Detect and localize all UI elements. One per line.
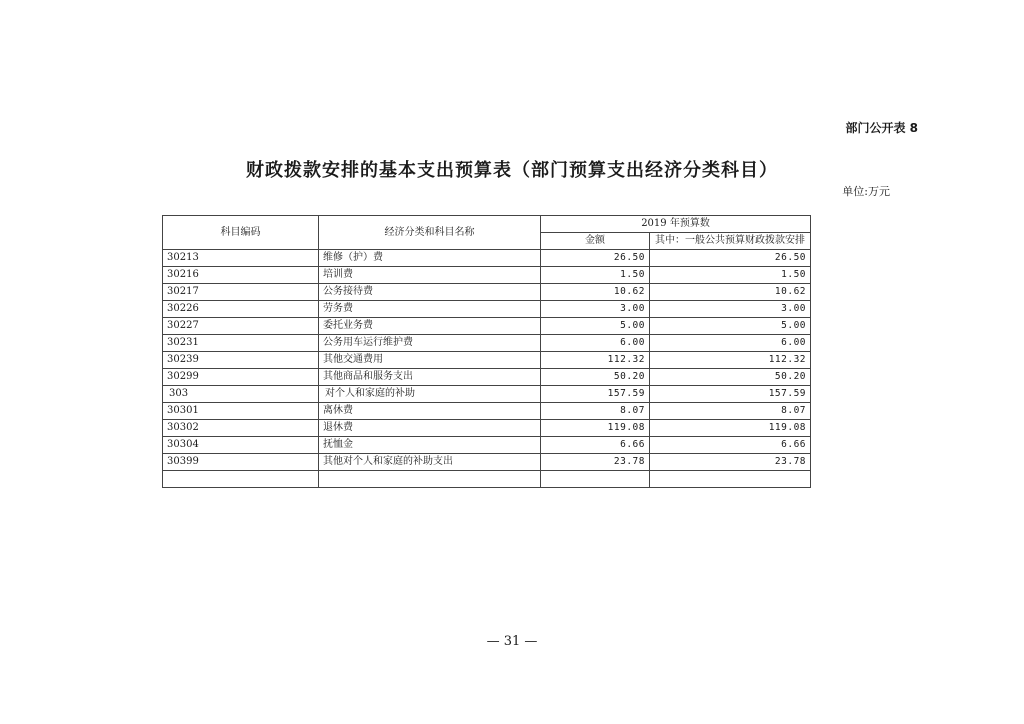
row-general-cell: 157.59	[650, 386, 811, 403]
row-general-cell: 6.00	[650, 335, 811, 352]
row-code-cell: 30226	[163, 301, 319, 318]
table-row	[163, 454, 811, 471]
table-row	[163, 284, 811, 301]
row-amount-cell: 8.07	[541, 403, 650, 420]
row-amount-cell: 1.50	[541, 267, 650, 284]
row-code-cell: 30216	[163, 267, 319, 284]
row-name-cell: 劳务费	[319, 301, 541, 318]
row-code-cell: 30239	[163, 352, 319, 369]
table-row	[163, 318, 811, 335]
table-row	[163, 437, 811, 454]
column-header-code: 科目编码	[163, 216, 319, 250]
row-general-cell: 50.20	[650, 369, 811, 386]
row-amount-cell: 119.08	[541, 420, 650, 437]
page-tag: 部门公开表 8	[845, 121, 918, 135]
table-cell	[163, 471, 319, 488]
row-name-cell: 维修（护）费	[319, 250, 541, 267]
table-row	[163, 352, 811, 369]
row-code-cell: 303	[163, 386, 319, 403]
row-general-cell: 119.08	[650, 420, 811, 437]
row-amount-cell: 50.20	[541, 369, 650, 386]
page-title: 财政拨款安排的基本支出预算表（部门预算支出经济分类科目）	[246, 160, 778, 181]
table-header	[163, 216, 811, 250]
row-general-cell: 3.00	[650, 301, 811, 318]
row-general-cell: 23.78	[650, 454, 811, 471]
row-amount-cell: 112.32	[541, 352, 650, 369]
column-header-amount: 金额	[541, 233, 650, 250]
table-row-blank	[163, 471, 811, 488]
table-cell	[319, 471, 541, 488]
row-general-cell: 1.50	[650, 267, 811, 284]
row-name-cell: 培训费	[319, 267, 541, 284]
table-row	[163, 420, 811, 437]
unit-label: 单位:万元	[842, 185, 890, 198]
column-header-general: 其中：一般公共预算财政拨款安排	[650, 233, 811, 250]
page-number: — 31 —	[486, 634, 538, 649]
row-amount-cell: 23.78	[541, 454, 650, 471]
table-cell	[650, 471, 811, 488]
table-cell	[541, 471, 650, 488]
row-code-cell: 30231	[163, 335, 319, 352]
row-general-cell: 10.62	[650, 284, 811, 301]
row-name-cell: 其他商品和服务支出	[319, 369, 541, 386]
column-header-year-group: 2019 年预算数	[541, 216, 811, 233]
table-row	[163, 335, 811, 352]
row-amount-cell: 6.00	[541, 335, 650, 352]
budget-table	[162, 215, 811, 488]
row-code-cell: 30399	[163, 454, 319, 471]
row-amount-cell: 10.62	[541, 284, 650, 301]
row-general-cell: 26.50	[650, 250, 811, 267]
table-row	[163, 301, 811, 318]
row-general-cell: 5.00	[650, 318, 811, 335]
row-amount-cell: 157.59	[541, 386, 650, 403]
row-name-cell: 退休费	[319, 420, 541, 437]
row-name-cell: 其他交通费用	[319, 352, 541, 369]
column-header-name: 经济分类和科目名称	[319, 216, 541, 250]
row-name-cell: 公务用车运行维护费	[319, 335, 541, 352]
table-body	[163, 250, 811, 488]
table-row	[163, 250, 811, 267]
row-amount-cell: 26.50	[541, 250, 650, 267]
row-general-cell: 112.32	[650, 352, 811, 369]
row-amount-cell: 6.66	[541, 437, 650, 454]
row-name-cell: 其他对个人和家庭的补助支出	[319, 454, 541, 471]
row-name-cell: 委托业务费	[319, 318, 541, 335]
row-general-cell: 6.66	[650, 437, 811, 454]
row-name-cell: 公务接待费	[319, 284, 541, 301]
row-code-cell: 30304	[163, 437, 319, 454]
table-row	[163, 369, 811, 386]
row-general-cell: 8.07	[650, 403, 811, 420]
row-code-cell: 30213	[163, 250, 319, 267]
row-name-cell: 离休费	[319, 403, 541, 420]
row-code-cell: 30227	[163, 318, 319, 335]
table-row	[163, 386, 811, 403]
row-amount-cell: 5.00	[541, 318, 650, 335]
table-row	[163, 403, 811, 420]
row-code-cell: 30301	[163, 403, 319, 420]
row-name-cell: 对个人和家庭的补助	[319, 386, 541, 403]
row-code-cell: 30302	[163, 420, 319, 437]
table-row	[163, 267, 811, 284]
row-name-cell: 抚恤金	[319, 437, 541, 454]
row-amount-cell: 3.00	[541, 301, 650, 318]
row-code-cell: 30299	[163, 369, 319, 386]
row-code-cell: 30217	[163, 284, 319, 301]
